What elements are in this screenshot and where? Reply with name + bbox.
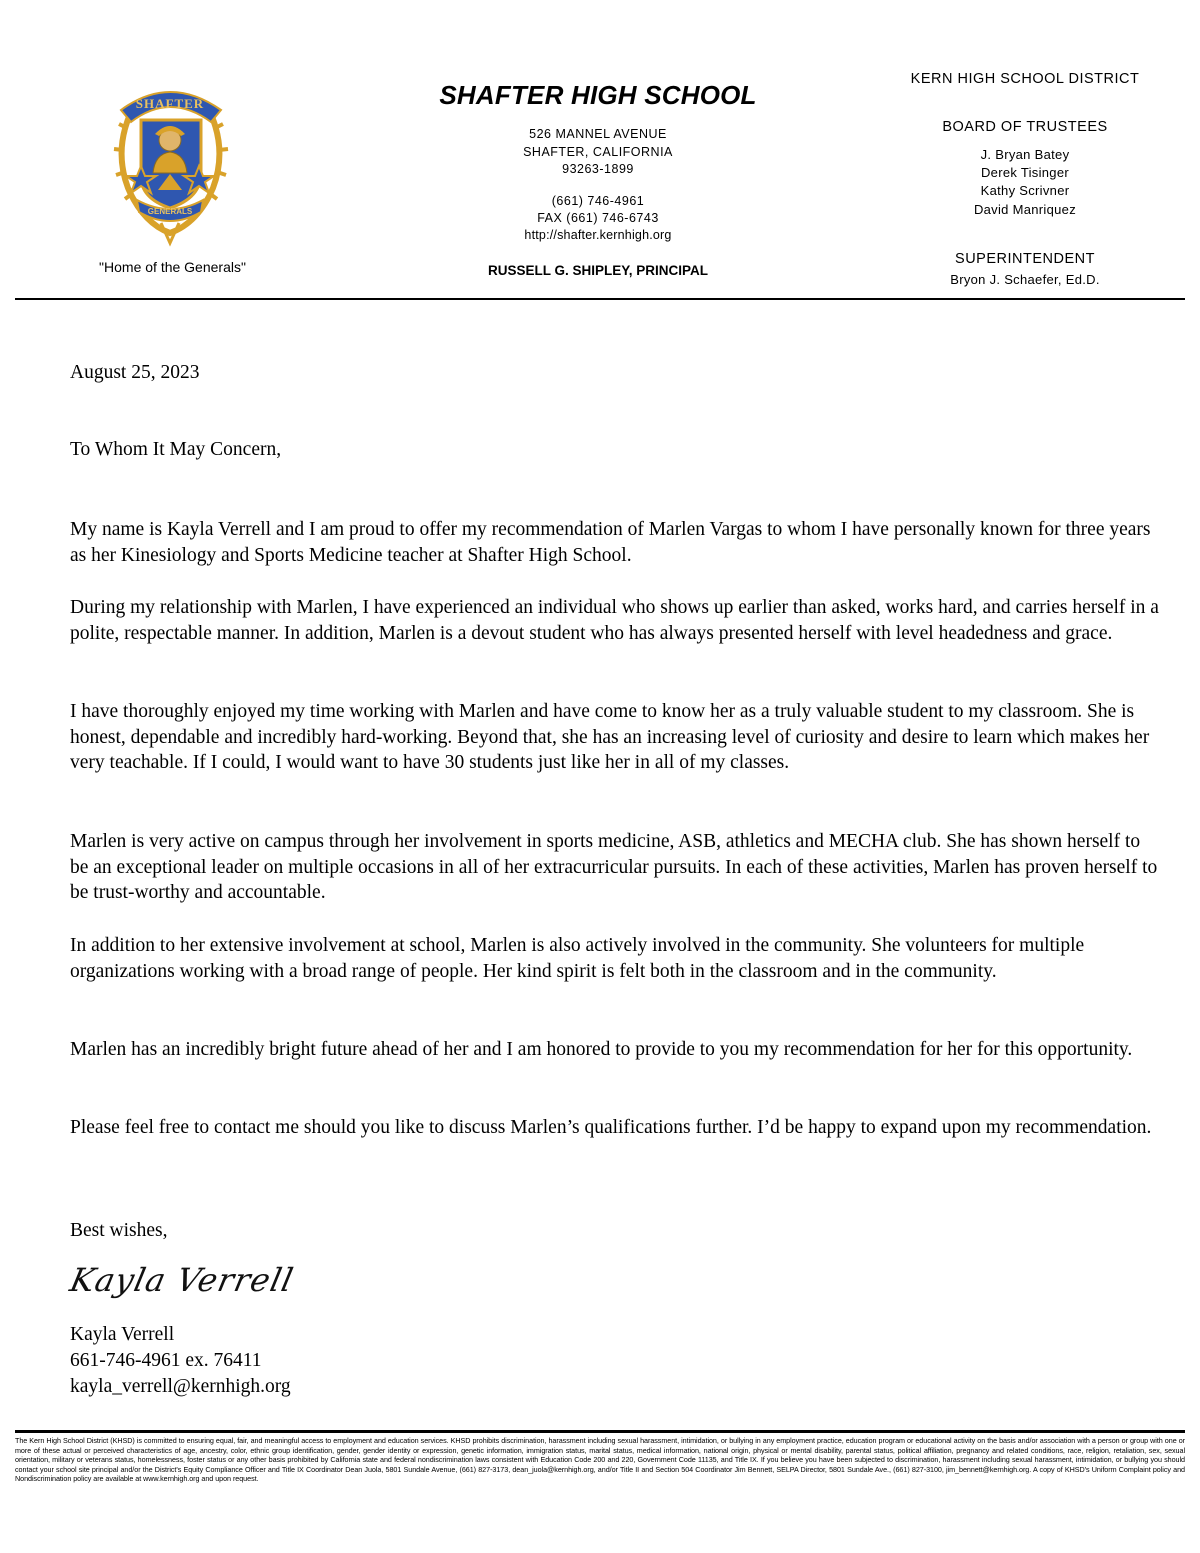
letter-paragraph: I have thoroughly enjoyed my time working with Marlen and have come to know her as a truly valuable student to my classroom. She is honest, dependable and incredibly hard-working. Beyond that, she has an increasing level of curiosity and desire to learn which makes her very teachable. If I could, I would want to have 30 students just like her in all of my classes. — [70, 701, 1150, 773]
nondiscrimination-notice: The Kern High School District (KHSD) is committed to ensuring equal, fair, and meaningful access to employment and education services. KHSD prohibits discrimination, harassment including sexual harassment, intimidation, or bullying in any employment practice, education program or educational activity on the basis and/or association with a person or group with one or more of these actual or perceived characteristics of age, ancestry, color, ethnic group identification, gender, gender identity or expression, genetic information, immigration status, marital status, medical information, national origin, physical or mental disability, parental status, political affiliation, pregnancy and related conditions, race, religion, retaliation, sex, sexual orientation, military or veterans status, homelessness, foster status or any other basis prohibited by California state and federal nondiscrimination laws consistent with Education Code 200 and 220, Government Code 11135, and Title IX. If you believe you have been subjected to discrimination, harassment including sexual harassment, intimidation, or bullying you should contact your school site principal and/or the District's Equity Compliance Officer and Title IX Coordinator Dean Juola, 5801 Sundale Avenue, (661) 827-3173, dean_juola@kernhigh.org, and/or Title II and Section 504 Coordinator Jim Bennett, SELPA Director, 5801 Sundale Ave., (661) 827-3100, jim_bennett@kernhigh.org. A copy of KHSD's Uniform Complaint policy and Nondiscrimination policy are available at www.kernhigh.org and upon request. — [15, 1436, 1185, 1484]
principal-name: RUSSELL G. SHIPLEY, PRINCIPAL — [487, 263, 709, 278]
letter-paragraph: Marlen is very active on campus through her involvement in sports medicine, ASB, athletics and MECHA club. She has shown herself to be an exceptional leader on multiple occasions in all of her extracurricular pursuits. In each of these activities, Marlen has proven herself to be trust-worthy and accountable. — [70, 831, 1158, 903]
address-zip: 93263-1899 — [562, 162, 634, 176]
address-phone: (661) 746-4961 — [551, 194, 645, 208]
letter-paragraph: My name is Kayla Verrell and I am proud to offer my recommendation of Marlen Vargas to whom I have personally known for three years as her Kinesiology and Sports Medicine teacher at Shafter High School. — [70, 519, 1151, 566]
letter-paragraph: Please feel free to contact me should you like to discuss Marlen’s qualifications further. I’d be happy to expand upon my recommendation. — [70, 1117, 1152, 1138]
svg-text:GENERALS: GENERALS — [147, 207, 193, 216]
trustee-name: David Manriquez — [973, 202, 1077, 217]
signer-email[interactable]: kayla_verrell@kernhigh.org — [70, 1376, 291, 1397]
letter-paragraph: In addition to her extensive involvement at school, Marlen is also actively involved in the community. She volunteers for multiple organizations working with a broad range of people. Her kind spirit is felt both in the classroom and in the community. — [70, 935, 1085, 982]
header-divider — [15, 298, 1185, 300]
footer-divider — [15, 1430, 1185, 1433]
letter-paragraph: Marlen has an incredibly bright future ahead of her and I am honored to provide to you my recommendation for her for this opportunity. — [70, 1039, 1133, 1060]
svg-text:SHAFTER: SHAFTER — [135, 96, 205, 111]
address-street: 526 MANNEL AVENUE — [529, 127, 667, 141]
school-name-heading: SHAFTER HIGH SCHOOL — [439, 80, 757, 110]
letter-paragraph: During my relationship with Marlen, I have experienced an individual who shows up earlier than asked, works hard, and carries herself in a polite, respectable manner. In addition, Marlen is a devout student who has always presented herself with level headedness and grace. — [70, 597, 1159, 644]
trustee-name: J. Bryan Batey — [980, 147, 1070, 162]
address-city: SHAFTER, CALIFORNIA — [523, 145, 673, 159]
school-motto: "Home of the Generals" — [99, 259, 246, 275]
letter-date: August 25, 2023 — [70, 362, 200, 383]
superintendent-name: Bryon J. Schaefer, Ed.D. — [950, 272, 1100, 287]
school-crest-logo — [103, 78, 238, 248]
trustee-name: Kathy Scrivner — [980, 183, 1070, 198]
svg-text:Kayla Verrell: Kayla Verrell — [66, 1261, 298, 1299]
letter-salutation: To Whom It May Concern, — [70, 439, 282, 460]
board-heading: BOARD OF TRUSTEES — [942, 119, 1108, 135]
superintendent-heading: SUPERINTENDENT — [955, 251, 1095, 267]
trustee-name: Derek Tisinger — [980, 165, 1069, 180]
address-fax: FAX (661) 746-6743 — [537, 211, 659, 225]
signer-phone: 661-746-4961 ex. 76411 — [70, 1350, 262, 1371]
signer-name: Kayla Verrell — [70, 1324, 175, 1345]
letter-closing: Best wishes, — [70, 1220, 168, 1241]
district-name: KERN HIGH SCHOOL DISTRICT — [910, 71, 1140, 87]
school-website-link[interactable]: http://shafter.kernhigh.org — [524, 228, 672, 242]
handwritten-signature — [66, 1255, 306, 1305]
